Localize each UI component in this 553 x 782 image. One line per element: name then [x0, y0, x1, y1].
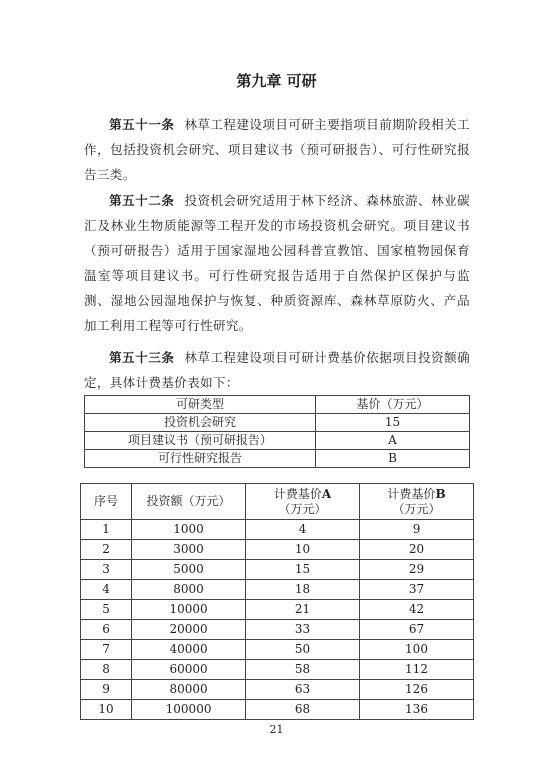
cell-index: 9 — [81, 680, 132, 700]
cell-fee-a: 21 — [246, 600, 360, 620]
article-text: 投资机会研究适用于林下经济、森林旅游、林业碳汇及林业生物质能源等工程开发的市场投资机会研究。项目建议书（预可研报告）适用于国家湿地公园科普宣教馆、国家植物园保育温室等项目建议书。可行性研究报告适用于自然保护区保护与监测、湿地公园湿地保护与恢复、种质资源库、森林草原防火、产品加工利用工程等可行性研究。 — [84, 193, 470, 333]
table-row — [81, 660, 474, 680]
cell-fee-a: 15 — [246, 560, 360, 580]
header-base-price: 基价（万元） — [316, 396, 470, 414]
cell-price: 15 — [316, 414, 470, 432]
cell-type: 投资机会研究 — [85, 414, 316, 432]
cell-type: 项目建议书（预可研报告） — [85, 432, 316, 450]
cell-index: 4 — [81, 580, 132, 600]
cell-fee-a: 4 — [246, 520, 360, 540]
cell-index: 3 — [81, 560, 132, 580]
table-row — [85, 414, 470, 432]
cell-investment: 40000 — [132, 640, 246, 660]
header-type: 可研类型 — [85, 396, 316, 414]
article-label: 第五十二条 — [109, 193, 175, 208]
cell-fee-a: 33 — [246, 620, 360, 640]
cell-investment: 100000 — [132, 700, 246, 720]
table-row — [81, 600, 474, 620]
cell-investment: 8000 — [132, 580, 246, 600]
cell-type: 可行性研究报告 — [85, 450, 316, 468]
cell-fee-b: 67 — [360, 620, 474, 640]
cell-index: 1 — [81, 520, 132, 540]
cell-index: 7 — [81, 640, 132, 660]
article-label: 第五十三条 — [109, 350, 175, 365]
research-type-table — [84, 395, 470, 468]
header-fee-b — [360, 484, 474, 520]
cell-fee-a: 63 — [246, 680, 360, 700]
cell-fee-b: 126 — [360, 680, 474, 700]
cell-fee-a: 10 — [246, 540, 360, 560]
header-fee-a — [246, 484, 360, 520]
cell-investment: 3000 — [132, 540, 246, 560]
table-row — [81, 700, 474, 720]
header-fee-a-text: 计费基价 — [273, 486, 322, 501]
header-fee-b-unit: （万元） — [392, 501, 441, 516]
header-fee-a-letter: A — [321, 486, 332, 501]
table-row — [85, 450, 470, 468]
table-row — [81, 580, 474, 600]
cell-fee-b: 9 — [360, 520, 474, 540]
cell-fee-b: 42 — [360, 600, 474, 620]
table-header-row — [85, 396, 470, 414]
article-text: 林草工程建设项目可研主要指项目前期阶段相关工作，包括投资机会研究、项目建议书（预可研报告）、可行性研究报告三类。 — [84, 117, 470, 182]
fee-schedule-table — [80, 483, 474, 720]
cell-fee-a: 68 — [246, 700, 360, 720]
header-fee-b-letter: B — [435, 486, 446, 501]
header-fee-a-unit: （万元） — [278, 501, 327, 516]
cell-investment: 10000 — [132, 600, 246, 620]
header-fee-b-text: 计费基价 — [387, 486, 436, 501]
page-number: 21 — [269, 723, 284, 736]
table-row — [81, 540, 474, 560]
table-row — [81, 560, 474, 580]
cell-index: 10 — [81, 700, 132, 720]
table-row — [81, 620, 474, 640]
article-text: 林草工程建设项目可研计费基价依据项目投资额确定，具体计费基价表如下： — [84, 350, 470, 390]
cell-investment: 1000 — [132, 520, 246, 540]
cell-index: 8 — [81, 660, 132, 680]
cell-fee-b: 100 — [360, 640, 474, 660]
article-label: 第五十一条 — [109, 117, 175, 132]
cell-investment: 20000 — [132, 620, 246, 640]
cell-fee-a: 50 — [246, 640, 360, 660]
chapter-title: 第九章 可研 — [236, 72, 317, 90]
cell-index: 6 — [81, 620, 132, 640]
cell-fee-a: 18 — [246, 580, 360, 600]
article-53 — [84, 345, 470, 395]
table-header-row — [81, 484, 474, 520]
cell-fee-b: 37 — [360, 580, 474, 600]
cell-index: 5 — [81, 600, 132, 620]
header-index: 序号 — [81, 484, 132, 520]
table-row — [81, 680, 474, 700]
table-row — [81, 640, 474, 660]
article-52 — [84, 188, 470, 338]
cell-investment: 5000 — [132, 560, 246, 580]
cell-investment: 80000 — [132, 680, 246, 700]
cell-fee-b: 20 — [360, 540, 474, 560]
cell-fee-a: 58 — [246, 660, 360, 680]
fee-schedule-body — [81, 520, 474, 720]
cell-price: A — [316, 432, 470, 450]
cell-price: B — [316, 450, 470, 468]
article-51 — [84, 112, 470, 187]
cell-fee-b: 136 — [360, 700, 474, 720]
cell-fee-b: 112 — [360, 660, 474, 680]
table-row — [81, 520, 474, 540]
header-investment: 投资额（万元） — [132, 484, 246, 520]
table-row — [85, 432, 470, 450]
cell-investment: 60000 — [132, 660, 246, 680]
cell-index: 2 — [81, 540, 132, 560]
cell-fee-b: 29 — [360, 560, 474, 580]
